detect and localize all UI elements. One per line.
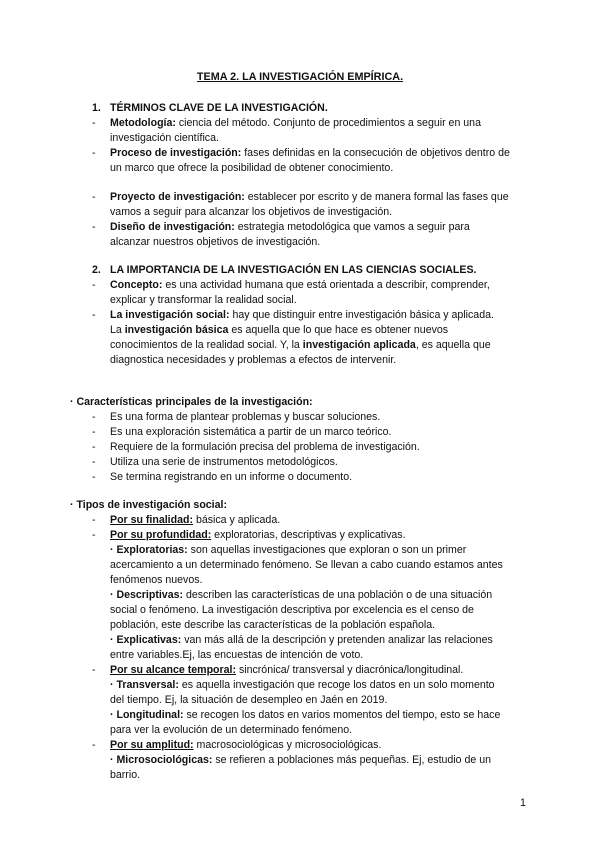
sub-longitudinal-cont: para ver la evolución de un determinado fenómeno. [110, 724, 353, 736]
dash: - [92, 456, 96, 468]
document-title: TEMA 2. LA INVESTIGACIÓN EMPÍRICA. [196, 71, 404, 83]
tipo-finalidad: Por su finalidad: básica y aplicada. [110, 514, 281, 526]
dash: - [92, 191, 96, 203]
investigacion-aplicada-cont: diagnostica necesidades y problemas a efectos de intervenir. [110, 354, 397, 366]
tipo-profundidad: Por su profundidad: exploratorias, descriptivas y explicativas. [110, 529, 406, 541]
dash: - [92, 117, 96, 129]
sub-transversal: · Transversal: es aquella investigación que recoge los datos en un solo momento [110, 679, 495, 691]
term-concepto: Concepto: es una actividad humana que está orientada a describir, comprender, [110, 279, 490, 291]
caracteristica-item: Se termina registrando en un informe o documento. [110, 471, 353, 483]
term-diseno: Diseño de investigación: estrategia metodológica que vamos a seguir para [110, 221, 470, 233]
dash: - [92, 221, 96, 233]
sub-exploratorias-cont: fenómenos nuevos. [110, 574, 203, 586]
sub-explicativas-cont: entre variables.Ej, las encuestas de intención de voto. [110, 649, 364, 661]
sub-exploratorias: · Exploratorias: son aquellas investigaciones que exploran o son un primer [110, 544, 467, 556]
tipos-heading: · Tipos de investigación social: [70, 499, 227, 511]
investigacion-aplicada-line: conocimientos de la realidad social. Y, la investigación aplicada, es aquella que [110, 339, 491, 351]
sub-descriptivas: · Descriptivas: describen las características de una población o de una situación [110, 589, 493, 601]
dash: - [92, 514, 96, 526]
page-number: 1 [520, 797, 526, 809]
sub-longitudinal: · Longitudinal: se recogen los datos en varios momentos del tiempo, esto se hace [110, 709, 501, 721]
dash: - [92, 279, 96, 291]
section-2-number: 2. [92, 264, 101, 276]
caracteristica-item: Utiliza una serie de instrumentos metodológicos. [110, 456, 338, 468]
term-metodologia-cont: investigación científica. [110, 132, 219, 144]
section-2-title: LA IMPORTANCIA DE LA INVESTIGACIÓN EN LAS CIENCIAS SOCIALES. [110, 264, 477, 276]
section-1-heading [92, 101, 328, 116]
section-1-title: TÉRMINOS CLAVE DE LA INVESTIGACIÓN. [110, 102, 328, 114]
sub-descriptivas-cont: población, este describe las características de la población española. [110, 619, 436, 631]
caracteristica-item: Es una exploración sistemática a partir de un marco teórico. [110, 426, 392, 438]
dash: - [92, 411, 96, 423]
dash: - [92, 664, 96, 676]
caracteristicas-heading: · Características principales de la investigación: [70, 396, 313, 408]
dash: - [92, 529, 96, 541]
caracteristica-item: Requiere de la formulación precisa del problema de investigación. [110, 441, 420, 453]
sub-descriptivas-cont: social o fenómeno. La investigación descriptiva por excelencia es el censo de [110, 604, 474, 616]
caracteristica-item: Es una forma de plantear problemas y buscar soluciones. [110, 411, 381, 423]
term-proceso-cont: un marco que ofrece la posibilidad de obtener conocimiento. [110, 162, 394, 174]
sub-microsociologicas: · Microsociológicas: se refieren a poblaciones más pequeñas. Ej, estudio de un [110, 754, 491, 766]
term-proyecto-cont: vamos a seguir para alcanzar los objetivos de investigación. [110, 206, 393, 218]
section-2-heading [92, 263, 476, 278]
dash: - [92, 426, 96, 438]
tipo-alcance-temporal: Por su alcance temporal: sincrónica/ transversal y diacrónica/longitudinal. [110, 664, 464, 676]
investigacion-basica-line: La investigación básica es aquella que lo que hace es obtener nuevos [110, 324, 449, 336]
term-metodologia: Metodología: ciencia del método. Conjunto de procedimientos a seguir en una [110, 117, 481, 129]
term-investigacion-social: La investigación social: hay que distinguir entre investigación básica y aplicada. [110, 309, 494, 321]
term-proceso: Proceso de investigación: fases definidas en la consecución de objetivos dentro de [110, 147, 510, 159]
sub-exploratorias-cont: acercamiento a un determinado fenómeno. Se llevan a cabo cuando estamos antes [110, 559, 503, 571]
sub-explicativas: · Explicativas: van más allá de la descripción y pretenden analizar las relaciones [110, 634, 493, 646]
tipo-amplitud: Por su amplitud: macrosociológicas y microsociológicas. [110, 739, 382, 751]
dash: - [92, 309, 96, 321]
term-concepto-cont: explicar y transformar la realidad social. [110, 294, 297, 306]
dash: - [92, 739, 96, 751]
dash: - [92, 147, 96, 159]
sub-transversal-cont: del tiempo. Ej, la situación de desempleo en Jaén en 2019. [110, 694, 388, 706]
sub-microsociologicas-cont: barrio. [110, 769, 141, 781]
term-proyecto: Proyecto de investigación: establecer por escrito y de manera formal las fases que [110, 191, 509, 203]
section-1-number: 1. [92, 102, 101, 114]
dash: - [92, 441, 96, 453]
term-diseno-cont: alcanzar nuestros objetivos de investigación. [110, 236, 321, 248]
dash: - [92, 471, 96, 483]
